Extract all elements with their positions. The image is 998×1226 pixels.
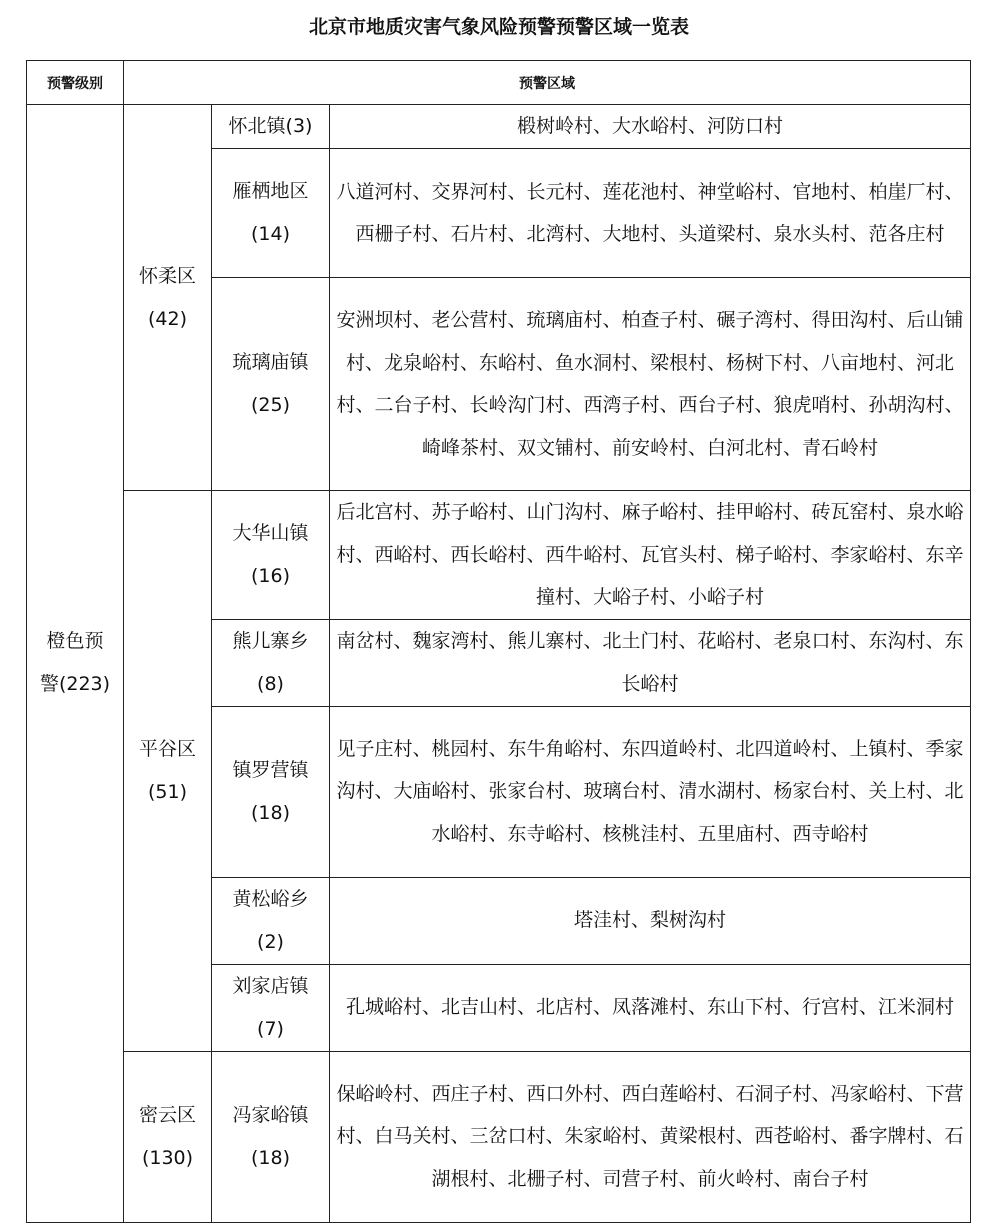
warning-level-cell: [27, 105, 124, 1223]
district-name: 怀柔区: [138, 264, 196, 287]
town-cell: [212, 491, 330, 620]
district-count: (130): [141, 1146, 194, 1169]
warning-area-table: [26, 60, 971, 1223]
warning-level-count: 警(223): [39, 673, 111, 696]
town-cell: [212, 964, 330, 1051]
district-name: 密云区: [138, 1103, 196, 1126]
table-row: [27, 105, 971, 149]
town-name: 雁栖地区: [232, 180, 309, 202]
town-count: (18): [250, 801, 290, 824]
header-area: 预警区域: [124, 61, 971, 105]
town-name: 黄松峪乡: [232, 887, 309, 910]
town-name: 熊儿寨乡: [232, 629, 309, 652]
villages-cell: 南岔村、魏家湾村、熊儿寨村、北土门村、花峪村、老泉口村、东沟村、东长峪村: [330, 619, 971, 706]
town-cell: [212, 105, 330, 149]
town-name: 琉璃庙镇: [232, 351, 309, 373]
town-name: 大华山镇: [232, 521, 309, 544]
town-cell: [212, 619, 330, 706]
town-count: (25): [250, 394, 290, 416]
warning-level-name: 橙色预: [46, 630, 104, 653]
villages-cell: 孔城峪村、北吉山村、北店村、凤落滩村、东山下村、行宫村、江米洞村: [330, 964, 971, 1051]
town-name: 怀北镇(3): [228, 115, 313, 137]
villages-cell: 椴树岭村、大水峪村、河防口村: [330, 105, 971, 149]
table-row: [27, 491, 971, 620]
district-cell: [124, 105, 212, 491]
town-name: 冯家峪镇: [232, 1103, 309, 1126]
town-cell: [212, 877, 330, 964]
district-cell: [124, 1051, 212, 1222]
town-count: (16): [250, 564, 290, 587]
town-cell: [212, 149, 330, 278]
town-name: 刘家店镇: [232, 974, 309, 997]
villages-cell: 八道河村、交界河村、长元村、莲花池村、神堂峪村、官地村、柏崖厂村、西栅子村、石片村、北湾村、大地村、头道梁村、泉水头村、范各庄村: [330, 149, 971, 278]
town-count: (18): [250, 1146, 290, 1169]
villages-cell: 后北宫村、苏子峪村、山门沟村、麻子峪村、挂甲峪村、砖瓦窑村、泉水峪村、西峪村、西长峪村、西牛峪村、瓦官头村、梯子峪村、李家峪村、东辛撞村、大峪子村、小峪子村: [330, 491, 971, 620]
town-count: (2): [257, 930, 284, 953]
town-count: (8): [257, 672, 284, 695]
villages-cell: 安洲坝村、老公营村、琉璃庙村、柏查子村、碾子湾村、得田沟村、后山铺村、龙泉峪村、东峪村、鱼水洞村、梁根村、杨树下村、八亩地村、河北村、二台子村、长岭沟门村、西湾子村、西台子村、狼虎哨村、孙胡沟村、崎峰茶村、双文铺村、前安岭村、白河北村、青石岭村: [330, 278, 971, 491]
villages-cell: 塔洼村、梨树沟村: [330, 877, 971, 964]
town-count: (7): [257, 1017, 284, 1040]
town-name: 镇罗营镇: [232, 758, 309, 781]
district-count: (42): [147, 307, 187, 330]
villages-cell: 保峪岭村、西庄子村、西口外村、西白莲峪村、石洞子村、冯家峪村、下营村、白马关村、三岔口村、朱家峪村、黄梁根村、西苍峪村、番字牌村、石湖根村、北栅子村、司营子村、前火岭村、南台子村: [330, 1051, 971, 1222]
header-row: [27, 61, 971, 105]
town-count: (14): [250, 223, 290, 245]
town-cell: [212, 1051, 330, 1222]
district-count: (51): [147, 780, 187, 803]
table-row: [27, 1051, 971, 1222]
header-level: 预警级别: [27, 61, 124, 105]
villages-cell: 见子庄村、桃园村、东牛角峪村、东四道岭村、北四道岭村、上镇村、季家沟村、大庙峪村、张家台村、玻璃台村、清水湖村、杨家台村、关上村、北水峪村、东寺峪村、核桃洼村、五里庙村、西寺峪村: [330, 706, 971, 877]
town-cell: [212, 278, 330, 491]
page-title: 北京市地质灾害气象风险预警预警区域一览表: [308, 16, 689, 38]
town-cell: [212, 706, 330, 877]
district-name: 平谷区: [138, 737, 196, 760]
district-cell: [124, 491, 212, 1052]
